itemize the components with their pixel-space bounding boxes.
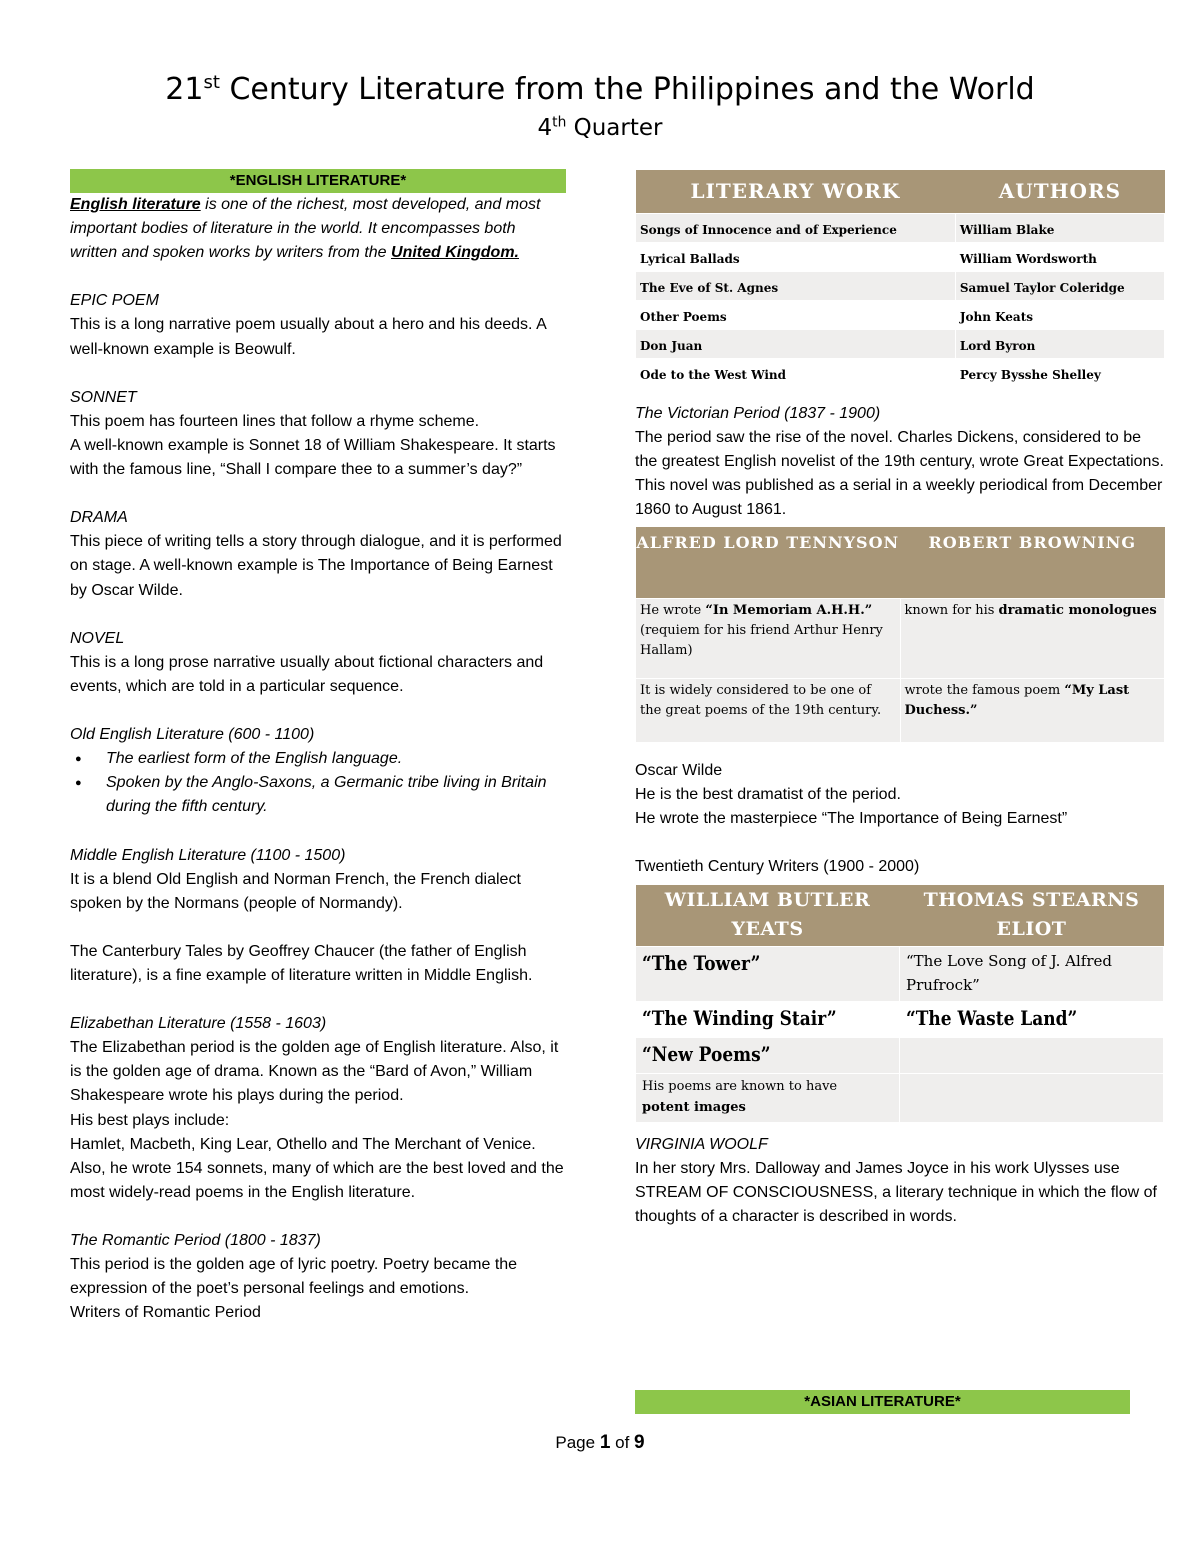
table-row <box>636 213 1165 242</box>
literary-works-table <box>635 170 1165 388</box>
table-cell: It is widely considered to be one of the great poems of the 19th century. <box>636 679 901 743</box>
epic-heading: EPIC POEM <box>70 292 159 310</box>
table-cell: Samuel Taylor Coleridge <box>955 271 1164 300</box>
table-cell: John Keats <box>955 300 1164 329</box>
table-cell: The Eve of St. Agnes <box>636 271 956 300</box>
section-bar-asian: *ASIAN LITERATURE* <box>635 1390 1130 1414</box>
table-cell: Don Juan <box>636 329 956 358</box>
sonnet-heading: SONNET <box>70 388 137 406</box>
epic-body: This is a long narrative poem usually about a hero and his deeds. A well-known example is Beowulf. <box>70 316 546 358</box>
table-cell: “New Poems” <box>636 1038 900 1074</box>
table-row <box>636 242 1165 271</box>
elizabethan-body-2: His best plays include: <box>70 1111 230 1129</box>
table-cell <box>900 1074 1164 1123</box>
middle-english-body: It is a blend Old English and Norman French, the French dialect spoken by the Normans (people of Normandy). <box>70 870 521 912</box>
table-header: ALFRED LORD TENNYSON <box>636 527 901 599</box>
table-row <box>636 329 1165 358</box>
drama-heading: DRAMA <box>70 509 128 527</box>
victorian-heading: The Victorian Period (1837 - 1900) <box>635 405 881 423</box>
drama-body: This piece of writing tells a story through dialogue, and it is performed on stage. A well-known example is The Importance of Being Earnest by Oscar Wilde. <box>70 533 562 599</box>
romantic-writers: Writers of Romantic Period <box>70 1304 261 1322</box>
table-row <box>636 1074 1164 1123</box>
victorian-table <box>635 527 1165 744</box>
left-column <box>70 169 566 1325</box>
old-english-heading: Old English Literature (600 - 1100) <box>70 726 315 744</box>
sonnet-body-2: A well-known example is Sonnet 18 of William Shakespeare. It starts with the famous line, “Shall I compare thee to a summer’s day?” <box>70 436 556 479</box>
twentieth-heading: Twentieth Century Writers (1900 - 2000) <box>635 858 920 876</box>
victorian-body: The period saw the rise of the novel. Charles Dickens, considered to be the greatest English novelist of the 19th century, wrote Great Expectations. This novel was published as a serial in a weekly periodical from December 1860 to August 1861. <box>635 429 1164 519</box>
table-cell: His poems are known to have potent images <box>636 1074 900 1123</box>
list-item: ● Spoken by the Anglo-Saxons, a Germanic tribe living in Britain during the fifth century. <box>70 771 566 819</box>
intro-paragraph: English literature is one of the richest, most developed, and most important bodies of literature in the world. It encompasses both written and spoken works by writers from the United Kingdom. <box>70 196 541 262</box>
old-english-list <box>70 747 566 819</box>
table-row <box>636 599 1165 679</box>
wilde-body-2: He wrote the masterpiece “The Importance of Being Earnest” <box>635 810 1068 828</box>
section-bar-english: *ENGLISH LITERATURE* <box>70 169 566 193</box>
table-cell: “The Waste Land” <box>900 1002 1164 1038</box>
table-row <box>636 947 1164 1002</box>
table-cell: Lord Byron <box>955 329 1164 358</box>
table-cell: “The Winding Stair” <box>636 1002 900 1038</box>
table-cell <box>900 1038 1164 1074</box>
table-cell: “The Tower” <box>636 947 900 1002</box>
table-cell: Ode to the West Wind <box>636 358 956 387</box>
sonnet-body-1: This poem has fourteen lines that follow a rhyme scheme. <box>70 412 480 430</box>
table-row <box>636 358 1165 387</box>
table-header: ROBERT BROWNING <box>900 527 1165 599</box>
table-row <box>636 679 1165 743</box>
right-column <box>635 170 1165 1229</box>
table-cell: Songs of Innocence and of Experience <box>636 213 956 242</box>
table-row <box>636 1038 1164 1074</box>
table-cell: “The Love Song of J. Alfred Prufrock” <box>900 947 1164 1002</box>
elizabethan-body-1: The Elizabethan period is the golden age of English literature. Also, it is the golden age of drama. Known as the “Bard of Avon,” William Shakespeare wrote his plays during the period. <box>70 1039 559 1105</box>
elizabethan-body-4: Also, he wrote 154 sonnets, many of which are the best loved and the most widely-read poems in the English literature. <box>70 1159 564 1201</box>
elizabethan-heading: Elizabethan Literature (1558 - 1603) <box>70 1015 327 1033</box>
list-item: ● The earliest form of the English language. <box>70 747 566 771</box>
table-row <box>636 1002 1164 1038</box>
romantic-heading: The Romantic Period (1800 - 1837) <box>70 1232 321 1250</box>
elizabethan-body-3: Hamlet, Macbeth, King Lear, Othello and The Merchant of Venice. <box>70 1135 536 1153</box>
table-header: THOMAS STEARNS ELIOT <box>900 885 1164 947</box>
table-cell: known for his dramatic monologues <box>900 599 1165 679</box>
table-header: AUTHORS <box>955 170 1164 213</box>
table-header: WILLIAM BUTLER YEATS <box>636 885 900 947</box>
woolf-heading: VIRGINIA WOOLF <box>635 1136 768 1153</box>
table-cell: William Wordsworth <box>955 242 1164 271</box>
novel-body: This is a long prose narrative usually about fictional characters and events, which are told in a particular sequence. <box>70 653 544 695</box>
document-title: 21st Century Literature from the Philippines and the World <box>165 72 1035 107</box>
table-cell: William Blake <box>955 213 1164 242</box>
table-cell: Other Poems <box>636 300 956 329</box>
table-row <box>636 300 1165 329</box>
table-cell: Percy Bysshe Shelley <box>955 358 1164 387</box>
page-footer: Page 1 of 9 <box>555 1432 645 1453</box>
novel-heading: NOVEL <box>70 629 125 647</box>
canterbury-body: The Canterbury Tales by Geoffrey Chaucer (the father of English literature), is a fine example of literature written in Middle English. <box>70 942 533 984</box>
document-subtitle: 4th Quarter <box>537 114 663 141</box>
woolf-body: In her story Mrs. Dalloway and James Joyce in his work Ulysses use STREAM OF CONSCIOUSNESS, a literary technique in which the flow of thoughts of a character is described in words. <box>635 1160 1157 1226</box>
table-cell: wrote the famous poem “My Last Duchess.” <box>900 679 1165 743</box>
table-row <box>636 271 1165 300</box>
table-cell: He wrote “In Memoriam A.H.H.” (requiem for his friend Arthur Henry Hallam) <box>636 599 901 679</box>
table-header: LITERARY WORK <box>636 170 956 213</box>
middle-english-heading: Middle English Literature (1100 - 1500) <box>70 846 346 864</box>
table-cell: Lyrical Ballads <box>636 242 956 271</box>
twentieth-table <box>635 885 1164 1124</box>
wilde-name: Oscar Wilde <box>635 762 723 780</box>
romantic-body: This period is the golden age of lyric poetry. Poetry became the expression of the poet’s personal feelings and emotions. <box>70 1256 518 1298</box>
wilde-body-1: He is the best dramatist of the period. <box>635 786 901 804</box>
